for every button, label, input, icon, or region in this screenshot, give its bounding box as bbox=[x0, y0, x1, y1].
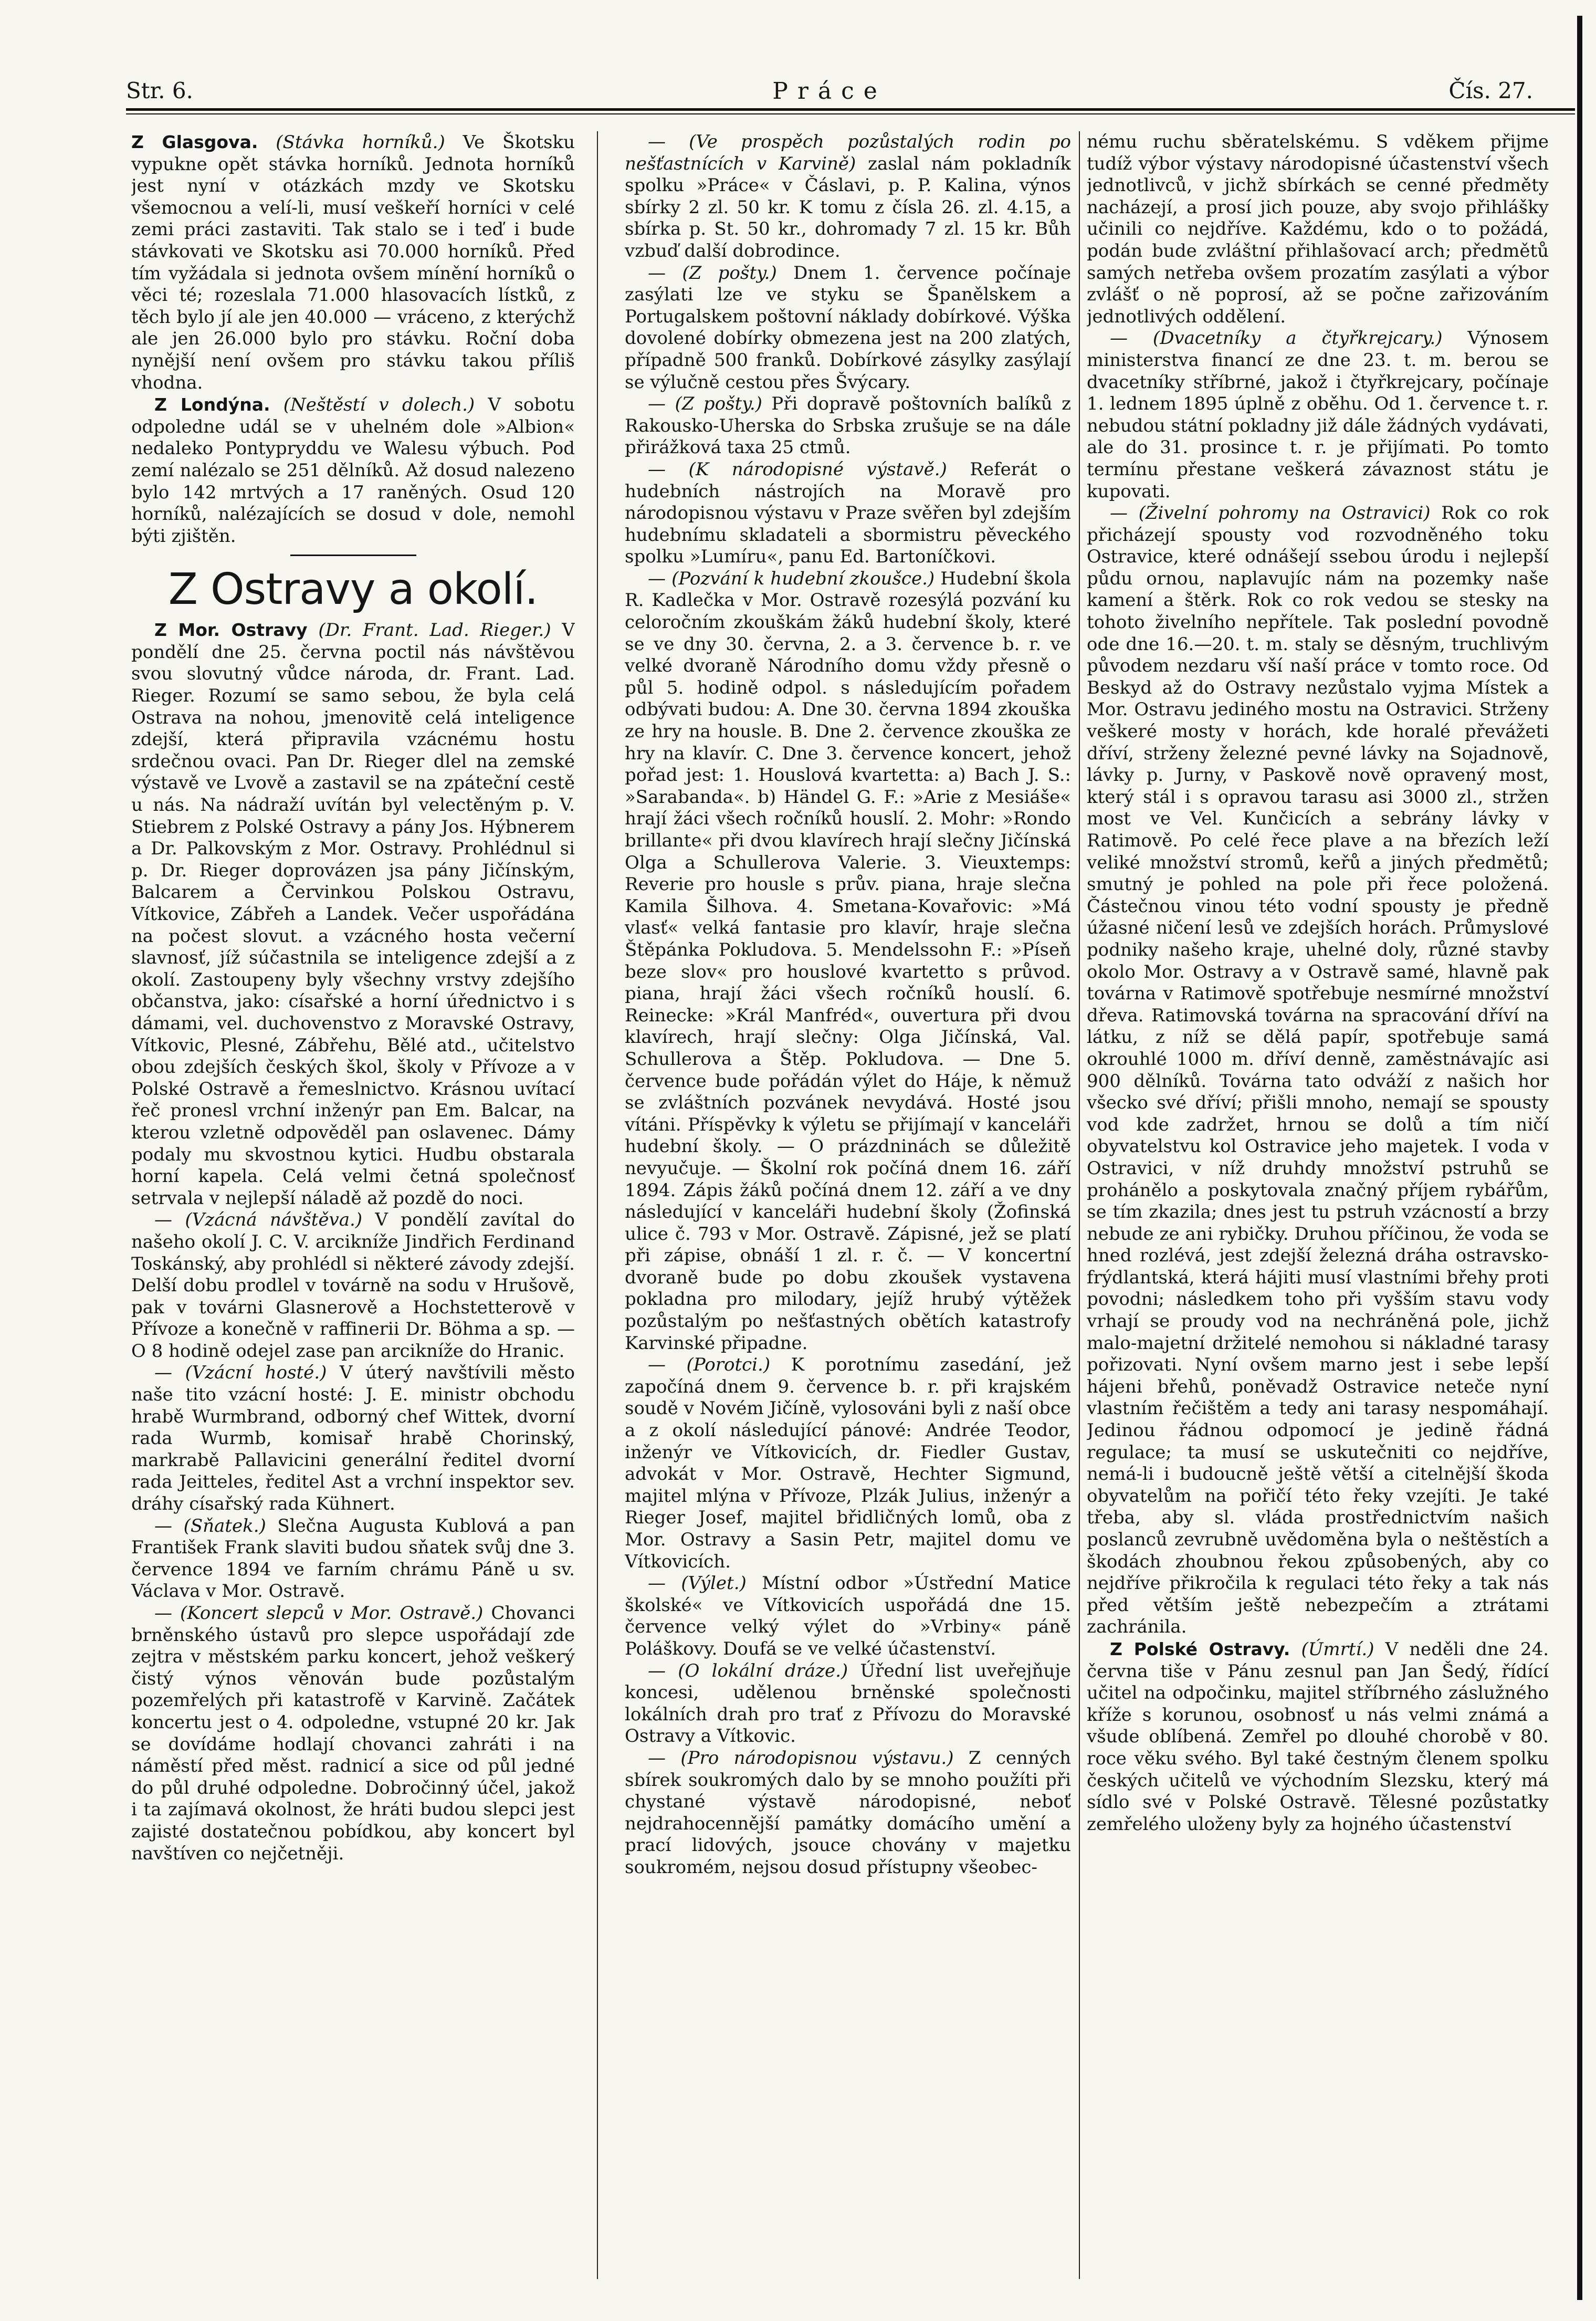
article-visit bbox=[131, 1209, 575, 1362]
article-subheading: — (Sňatek.) bbox=[154, 1515, 266, 1536]
article-glasgow bbox=[131, 131, 575, 394]
article-subheading: (Úmrtí.) bbox=[1301, 1638, 1374, 1660]
header-rule-thin bbox=[126, 113, 1575, 114]
article-body: Dnem 1. července počínaje zasýlati lze ve styku se Španělskem a Portugalskem poštovní náklady dobírkové. Výška dovolené dobírky obmezena jest na 200 zlatých, případně 500 franků. Dobírkové zásylky zasýlají se výlučně cestou přes Švýcary. bbox=[625, 262, 1071, 393]
article-body: K porotnímu zasedání, jež započíná dnem 9. července b. r. při krajském soudě v Novém Jičíně, vylosováni byli z naší obce a z okolí následující pánové: Andrée Teodor, inženýr ve Vítkovicích, dr. Fiedler Gustav, advokát v Mor. Ostravě, Hechter Sigmund, majitel mlýna v Přívoze, Plzák Julius, inženýr a Rieger Josef, majitel břidličných lomů, oba z Mor. Ostravy a Sasin Petr, majitel domu ve Vítkovicích. bbox=[625, 1354, 1071, 1572]
article-subheading: — (Ve prospěch pozůstalých rodin po nešťastnících v Karvině) bbox=[625, 131, 1071, 174]
article-heading: Z Glasgova. bbox=[131, 132, 258, 152]
article-for-exhibition bbox=[625, 1748, 1071, 1879]
article-subheading: — (Koncert slepců v Mor. Ostravě.) bbox=[154, 1603, 484, 1624]
column-2 bbox=[625, 131, 1071, 2279]
article-body: V pondělí zavítal do našeho okolí J. C. V. arcikníže Jindřich Ferdinand Toskánský, aby prohlédl si některé závody zdejší. Delší dobu prodlel v továrně na sodu v Hrušově, pak v továrni Glasnerově a Hochstetterově v Přívoze a konečně v raffinerii Dr. Böhma a sp. — O 8 hodině odejel zase pan arcikníže do Hranic. bbox=[131, 1209, 575, 1362]
article-post-1 bbox=[625, 263, 1071, 394]
article-body: Hudební škola R. Kadlečka v Mor. Ostravě rozesýlá pozvání ku celoročním zkouškám žáků hudební školy, které se ve dny 30. června, 2. a 3. července b. r. ve velké dvoraně Národního domu vždy přesně o půl 5. hodině odpol. s následujícím pořadem odbývati budou: A. Dne 30. června 1894 zkouška ze hry na housle. B. Dne 2. července zkouška ze hry na klavír. C. Dne 3. července koncert, jehož pořad jest: 1. Houslová kvartetta: a) Bach J. S.: »Sarabanda«. b) Händel G. F.: »Arie z Mesiáše« hrají žáci všech ročníků houslí. 2. Mohr: »Rondo brillante« při dvou klavírech hrají slečny Jičínská Olga a Schullerova Valerie. 3. Vieuxtemps: Reverie pro housle s prův. piana, hraje slečna Kamila Šilhova. 4. Smetana-Kovařovic: »Má vlasť« velká fantasie pro klavír, hraje slečna Štěpánka Pokludova. 5. Mendelssohn F.: »Píseň beze slov« pro houslové kvartetto s průvod. piana, hrají žáci všech ročníků houslí. 6. Reinecke: »Král Manfréd«, ouvertura při dvou klavírech, hrají slečny: Olga Jičínská, Val. Schullerova a Štěp. Pokludova. — Dne 5. července bude pořádán výlet do Háje, k němuž se zvláštních pozvánek nevydává. Hosté jsou vítáni. Příspěvky k výletu se přijímají v kanceláři hudební školy. — O prázdninách se důležitě nevyučuje. — Školní rok počíná dnem 16. září 1894. Zápis žáků počíná dnem 12. září a ve dny následující v kanceláři hudební školy (Žofinská ulice č. 793 v Mor. Ostravě. Zápisné, jež se platí při zápise, obnáší 1 zl. r. č. — V koncertní dvoraně bude po dobu zkoušek vystavena pokladna pro milodary, jejíž hrubý výtěžek pozůstalým po nešťastných obětích katastrofy Karvinské připadne. bbox=[625, 568, 1071, 1354]
article-body: Úřední list uveřejňuje koncesi, udělenou brněnské společnosti lokálních drah pro trať z Přívozu do Moravské Ostravy a Vítkovic. bbox=[625, 1660, 1071, 1747]
article-floods bbox=[1087, 503, 1549, 1638]
article-subheading: — (K národopisné výstavě.) bbox=[648, 458, 947, 480]
article-wedding bbox=[131, 1515, 575, 1603]
section-title: Z Ostravy a okolí. bbox=[168, 564, 538, 615]
article-body: Slečna Augusta Kublová a pan František Frank slaviti budou sňatek svůj dne 3. července 1894 ve farním chrámu Páně u sv. Václava v Mor. Ostravě. bbox=[131, 1515, 575, 1602]
article-subheading: — (Vzácná návštěva.) bbox=[154, 1209, 363, 1231]
article-body: Rok co rok přicházejí spousty vod rozvodněného toku Ostravice, které odnášejí ssebou úrodu i nejlepší půdu ornou, naplavujíc nám na pozemky naše kamení a štěrk. Rok co rok vedou se stesky na tohoto živelního nepřítele. Tak poslední povodně ode dne 16.—20. t. m. staly se děsným, truchlivým původem nezdaru vší naší práce v tomto roce. Od Beskyd až do Ostravy nezůstalo vyjma Místek a Mor. Ostravu jediného mostu na Ostravici. Strženy veškeré mosty v horách, kde horalé převážeti dříví, strženy železné pevné lávky na Sojadnově, lávky p. Jurny, v Paskově nově opravený most, který stál i s opravou tarasu asi 3000 zl., stržen most ve Vel. Kunčicích a sebrány lávky v Ratimově. Po celé řece plave a na březích leží veliké množství stromů, keřů a jiných předmětů; smutný je pohled na pole při řece položená. Částečnou vinou této vodní spousty je předně úžasné ničení lesů ve zdejších horách. Průmyslové podniky našeho kraje, uhelné doly, různé stavby okolo Mor. Ostravy a v Ostravě samé, hlavně pak továrna v Ratimově spotřebuje nesmírné množství dřeva. Ratimovská továrna na spracování dříví na látku, z níž se dělá papír, spotřebuje samá okrouhlé 1000 m. dříví denně, zaměstnávajíc asi 900 dělníků. Továrna tato odváží z našich hor všecko své dříví; přišli mnoho, nemají se spousty vod kde zadržet, hrnou se dolů a tím ničí obyvatelstvu kol Ostravice jeho majetek. I voda v Ostravici, v níž druhdy množství pstruhů se prohánělo a poskytovala značný příjem rybářům, se tím zkazila; dnes jest tu pstruh vzácností a brzy nebude ze ani rybičky. Druhou příčinou, že voda se hned rozlévá, jest zdejší železná dráha ostravsko-frýdlantská, která hájiti musí vlastními břehy proti povodni; následkem toho při vyšším stavu vody vrhají se proudy vod na nechráněná pole, jichž malo-majetní držitelé nemohou si nákladné tarasy pořizovati. Nyní ovšem marno jest i sebe lepší hájeni břehů, poněvadž Ostravice neteče nyní vlastním řečištěm a tedy ani tarasy nespomáhají. Jedinou řádnou odpomocí je jedině řádná regulace; ta musí se uskutečniti co nejdříve, nemá-li i budoucně ještě větší a citelnější škoda obyvatelům na pořičí této řeky vzejíti. Je také třeba, aby sl. vláda prostřednictvím našich poslanců zevrubně uvědoměna byla o neštěstích a škodách zhoubnou řekou způsobených, aby co nejdříve přikročila k regulaci této řeky a tak nás před větším ještě nebezpečím a ztrátami zachránila. bbox=[1087, 503, 1549, 1638]
article-body: zaslal nám pokladník spolku »Práce« v Čáslavi, p. P. Kalina, výnos sbírky 2 zl. 50 kr. K tomu z čísla 26. zl. 4.15, a sbírka p. St. 50 kr., dohromady 7 zl. 15 kr. Bůh vzbuď další dobrodince. bbox=[625, 153, 1071, 262]
page-edge-border bbox=[1577, 16, 1582, 2300]
column-3 bbox=[1087, 131, 1549, 2279]
article-body: Ve Škotsku vypukne opět stávka horníků. Jednota horníků jest nyní v otázkách mzdy ve Skotsku všemocnou a velí-li, musí veškeří horníci v celé zemi práci zastaviti. Tak stalo se i teď i bude stávkovati ve Skotsku asi 70.000 horníků. Před tím vyžádala si jednota ovšem mínění horníků o věci té; rozeslala 71.000 hlasovacích lístků, z těch bylo jí ale jen 40.000 — vráceno, z kterýchž ale jen 26.000 bylo pro stávku. Roční doba nynější není ovšem pro stávku takou příliš vhodna. bbox=[131, 132, 575, 393]
article-exhibition-continued bbox=[1087, 131, 1549, 328]
column-divider-2 bbox=[1079, 131, 1080, 2279]
article-subheading: — (Z pošty.) bbox=[648, 262, 777, 284]
article-guests bbox=[131, 1362, 575, 1515]
page-number: Str. 6. bbox=[126, 78, 193, 103]
article-local-railway bbox=[625, 1660, 1071, 1748]
article-body: V pondělí dne 25. června poctil nás návštěvou svou slovutný vůdce národa, dr. Frant. Lad. Rieger. Rozumí se samo sebou, že byla celá Ostrava na nohou, jmenovitě celá inteligence zdejší, která připravila vzácnému hostu srdečnou ovaci. Pan Dr. Rieger dlel na zemské výstavě ve Lvově a zastavil se na zpáteční cestě u nás. Na nádraží uvítán byl velectěným p. V. Stiebrem z Polské Ostravy a pány Jos. Hýbnerem a Dr. Palkovským z Mor. Ostravy. Prohlédnul si p. Dr. Rieger doprovázen jsa pány Jičínským, Balcarem a Červinkou Polskou Ostravu, Vítkovice, Zábřeh a Landek. Večer uspořádána na počest slovut. a vzácného hosta večerní slavnosť, jíž súčastnila se inteligence zdejší a z okolí. Zastoupeny byly všechny vrstvy zdejšího občanstva, jako: císařské a horní úřednictvo i s dámami, vel. duchovenstvo z Moravské Ostravy, Vítkovic, Plesné, Zábřehu, Bělé atd., učitelstvo obou zdejších českých škol, školy v Přívoze a v Polské Ostravě a řemeslnictvo. Krásnou uvítací řeč pronesl vrchní inženýr pan Em. Balcar, na kterou vzletně odpověděl pan oslavenec. Dámy podaly mu skvostnou kytici. Hudbu obstarala horní kapela. Celá velmi četná společnosť setrvala v nejlepší náladě až pozdě do noci. bbox=[131, 620, 575, 1209]
article-donation bbox=[625, 131, 1071, 263]
article-jurors bbox=[625, 1354, 1071, 1573]
article-concert bbox=[131, 1603, 575, 1865]
article-music-exam bbox=[625, 568, 1071, 1354]
article-subheading: — (Pozvání k hudební zkoušce.) bbox=[648, 568, 935, 589]
article-heading: Z Londýna. bbox=[154, 394, 270, 415]
article-body: Chovanci brněnského ústavů pro slepce uspořádají zde zejtra v městském parku koncert, jehož veškerý čistý výnos věnován bude pozůstalým pozemřelých při katastrofě v Karvině. Začátek koncertu jest o 4. odpoledne, vstupné 20 kr. Jak se dovídáme hodlají chovanci zahráti i na náměstí před měst. radnicí a sice od půl jedné do půl druhé odpoledne. Dobročinný účel, jakož i ta zajímavá okolnost, že hráti budou slepci jest zajisté dostatečnou pobídkou, aby koncert byl navštíven co nejčetněji. bbox=[131, 1603, 575, 1864]
article-body: V sobotu odpoledne udál se v uhelném dole »Albion« nedaleko Pontypryddu ve Walesu výbuch. Pod zemí nalézalo se 251 dělníků. Až dosud nalezeno bylo 142 mrtvých a 17 raněných. Osud 120 horníků, nalézajících se dosud v dole, nemohl býti zjištěn. bbox=[131, 394, 575, 547]
section-rule bbox=[290, 555, 416, 556]
newspaper-title: Práce bbox=[772, 78, 887, 104]
article-ethnographic-exhibition bbox=[625, 459, 1071, 568]
article-subheading: (Dr. Frant. Lad. Rieger.) bbox=[318, 620, 551, 641]
article-body: V neděli dne 24. června tiše v Pánu zesnul pan Jan Šedý, řídící učitel na odpočinku, majitel stříbrného záslužného kříže s korunou, osobnosť u nás velmi známá a všude oblíbená. Zemřel po dlouhé chorobě v 80. roce věku svého. Byl také čestným členem spolku českých učitelů ve východním Slezsku, který má sídlo své v Polské Ostravě. Tělesné pozůstatky zemřelého uloženy byly za hojného účastenství bbox=[1087, 1638, 1549, 1835]
article-subheading: (Stávka horníků.) bbox=[276, 132, 445, 153]
article-subheading: — (Vzácní hosté.) bbox=[154, 1362, 327, 1384]
article-body: nému ruchu sběratelskému. S vděkem přijme tudíž výbor výstavy národopisné účastenství všech jednotlivců, v jichž sbírkách se cenné předměty nacházejí, a prosí jich pouze, aby svojo přihlášky učinili co nejdříve. Každému, kdo o to požádá, podán bude zvláštní přihlašovací arch; předmětů samých netřeba ovšem prozatím zasýlati a výbor zvlášť o ně poprosí, až se počne zařizováním jednotlivých oddělení. bbox=[1087, 131, 1549, 327]
article-coins bbox=[1087, 328, 1549, 503]
article-trip bbox=[625, 1573, 1071, 1660]
article-subheading: — (Dvacetníky a čtyřkrejcary.) bbox=[1110, 328, 1443, 349]
article-london bbox=[131, 394, 575, 547]
article-rieger bbox=[131, 619, 575, 1209]
article-body: Výnosem ministerstva financí ze dne 23. t. m. berou se dvacetníky stříbrné, jakož i čtyřkrejcary, počínaje 1. lednem 1895 úplně z oběhu. Od 1. července t. r. nebudou státní pokladny již dále žádných vydávati, ale do 31. prosince t. r. je přijímati. Po tomto termínu přestane veškerá závaznost státu je kupovati. bbox=[1087, 328, 1549, 502]
article-subheading: — (Výlet.) bbox=[648, 1573, 747, 1594]
article-subheading: — (Z pošty.) bbox=[648, 393, 762, 415]
article-body: V úterý navštívili město naše tito vzácní hosté: J. E. ministr obchodu hrabě Wurmbrand, odborný chef Wittek, dvorní rada Wurmb, komisař hrabě Chorinský, markrabě Pallavicini generální ředitel dvorní rada Jeitteles, ředitel Ast a vrchní inspektor sev. dráhy císařský rada Kühnert. bbox=[131, 1362, 575, 1515]
article-subheading: — (Pro národopisnou výstavu.) bbox=[648, 1747, 954, 1769]
article-heading: Z Polské Ostravy. bbox=[1110, 1638, 1290, 1659]
issue-number: Čís. 27. bbox=[1448, 78, 1533, 103]
article-obituary bbox=[1087, 1638, 1549, 1835]
column-divider-1 bbox=[597, 131, 598, 2279]
article-subheading: — (Porotci.) bbox=[648, 1354, 771, 1376]
header-rule bbox=[126, 108, 1575, 111]
article-subheading: (Neštěstí v dolech.) bbox=[283, 394, 475, 416]
page-header bbox=[126, 78, 1533, 109]
article-body: Při dopravě poštovních balíků z Rakousko-Uherska do Srbska zrušuje se na dále přirážková taxa 25 ctmů. bbox=[625, 393, 1071, 458]
article-subheading: — (Živelní pohromy na Ostravici) bbox=[1110, 503, 1431, 524]
article-body: Z cenných sbírek soukromých dalo by se mnoho použíti při chystané výstavě národopisné, neboť nejdrahocennější památky domácího umění a prací lidových, jsouce chovány v majetku soukromém, nejsou dosud přístupny všeobec- bbox=[625, 1747, 1071, 1878]
article-heading: Z Mor. Ostravy bbox=[154, 620, 308, 641]
article-body: Místní odbor »Ústřední Matice školské« ve Vítkovicích uspořádá dne 15. července velký výlet do »Vrbiny« páně Poláškovy. Doufá se ve velké účastenství. bbox=[625, 1573, 1071, 1659]
article-post-2 bbox=[625, 393, 1071, 459]
column-1 bbox=[131, 131, 575, 2279]
article-body: Referát o hudebních nástrojích na Moravě pro národopisnou výstavu v Praze svěřen byl zdejším hudebnímu skladateli a sbormistru pěveckého spolku »Lumíru«, panu Ed. Bartoníčkovi. bbox=[625, 458, 1071, 568]
article-subheading: — (O lokální dráze.) bbox=[648, 1660, 848, 1681]
